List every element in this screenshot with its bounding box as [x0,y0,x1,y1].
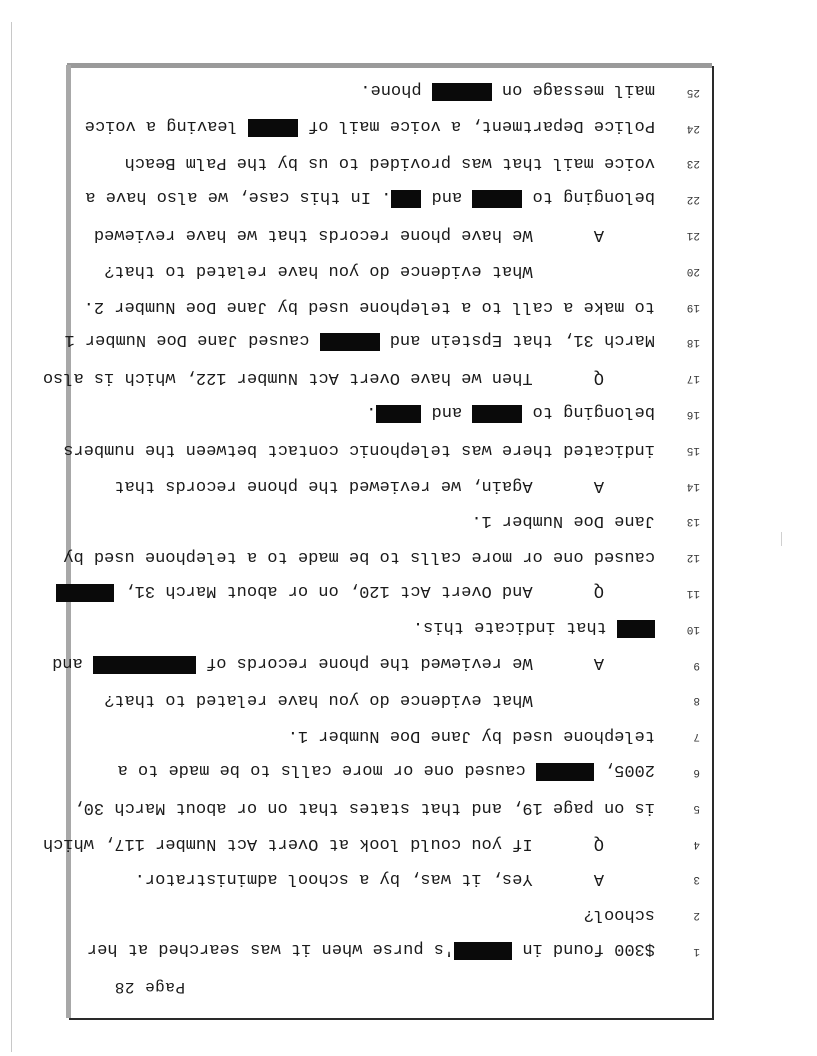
transcript-line [0,113,817,137]
line-number: 2 [693,909,700,922]
line-text [118,760,656,781]
text-segment: A We have phone records that we have reviewed [93,225,655,244]
transcript-line [0,721,817,745]
transcript-line [0,148,817,172]
line-text [85,116,655,137]
transcript-line [0,685,817,709]
text-segment: leaving a voice [84,115,248,135]
line-text [94,225,655,244]
line-text [43,368,655,387]
line-text [52,653,655,674]
text-segment: . In this case, we also have a [85,187,392,207]
text-segment: telephone used by Jane Doe Number 1. [287,726,655,746]
line-text [74,798,656,817]
text-segment: A Yes, it was, by a school administrator. [134,869,655,889]
line-number: 20 [686,264,700,277]
transcript-line [0,542,817,566]
text-segment: school? [583,905,655,925]
text-segment: March 31, that Epstein and [379,330,655,350]
text-segment: Q Then we have Overt Act Number 122, which is also [42,368,655,388]
line-number: 15 [686,443,700,456]
line-number: 14 [686,479,700,492]
redaction-box [472,190,522,208]
redaction-box [536,763,594,781]
line-number: 13 [686,515,700,528]
line-number: 18 [686,336,700,349]
line-number: 25 [686,85,700,98]
line-text [43,834,655,853]
transcript-line [0,936,817,960]
redaction-box [472,405,522,423]
transcript-line [0,471,817,495]
frame-shadow-bottom [67,63,712,68]
line-text [63,440,655,459]
redaction-box [391,190,421,208]
line-text [135,869,655,888]
line-text [104,261,655,280]
line-number: 16 [686,408,700,420]
line-text [288,726,655,745]
line-text [366,402,655,423]
text-segment: and [421,187,473,207]
line-text [584,905,655,924]
transcript-line [0,435,817,459]
redaction-box [320,333,380,351]
text-segment: What evidence do you have related to that? [104,260,655,280]
line-number: 3 [693,873,700,886]
transcript-line [0,757,817,781]
transcript-line [0,614,817,638]
text-segment: What evidence do you have related to that? [104,690,655,710]
redaction-box [93,656,196,674]
text-segment: that indicate this. [412,616,617,636]
redaction-box [454,942,512,960]
line-text [84,297,655,316]
text-segment: belonging to [522,402,655,421]
line-text [85,187,655,208]
text-segment: caused one or more calls to be made to a [117,760,536,779]
line-text [413,617,655,638]
transcript-line [0,650,817,674]
text-segment: Jane Doe Number 1. [471,511,655,531]
text-segment: voice mail that was provided to us by the Palm Beach [124,153,655,173]
transcript-line [0,363,817,387]
text-segment: caused Jane Doe Number 1 [64,330,320,350]
transcript-line [0,399,817,423]
redaction-box [248,119,298,137]
transcript-line [0,256,817,280]
redaction-box [376,405,421,423]
text-segment: caused one or more calls to be made to a telephone used by [63,547,655,567]
redaction-box [56,584,114,602]
line-text [471,511,655,530]
text-segment: to make a call to a telephone used by Jane Doe Number 2. [83,296,655,316]
text-segment: Q If you could look at Overt Act Number 117, which [42,833,655,853]
transcript-line [0,220,817,244]
transcript-line [0,864,817,888]
transcript-line [0,77,817,101]
line-number: 5 [693,801,700,814]
line-number: 10 [686,622,700,635]
text-segment: and [52,652,93,672]
text-segment: is on page 19, and that states that on or about March 30, [73,797,655,817]
line-number: 6 [693,766,700,778]
text-segment: and [421,402,473,421]
text-segment: Police Department, a voice mail of [297,115,655,135]
line-number: 21 [686,229,700,241]
text-segment: 's purse when it was searched at her [86,939,455,958]
line-number: 4 [693,837,700,850]
line-text [56,581,655,602]
line-number: 24 [686,121,700,134]
line-number: 22 [686,193,700,206]
line-text [114,476,655,495]
redaction-box [617,620,655,638]
line-text [63,547,655,566]
line-text [87,939,655,960]
transcript-line [0,506,817,530]
line-text [104,690,655,709]
line-number: 12 [686,551,700,564]
text-segment: belonging to [522,187,655,207]
transcript-line [0,793,817,817]
line-number: 9 [693,658,700,671]
text-segment: mail message on [491,79,655,99]
text-segment: A Again, we reviewed the phone records that [114,475,655,495]
text-segment: Q And Overt Act 120, on or about March 31, [114,581,655,600]
redaction-box [432,83,492,101]
line-number: 19 [686,300,700,313]
line-number: 1 [693,945,700,957]
line-text [65,330,656,351]
transcript-line [0,829,817,853]
text-segment: 2005, [593,760,655,779]
text-segment: indicated there was telephonic contact between the numbers [63,439,655,459]
text-segment: A We reviewed the phone records of [195,652,655,672]
line-number: 23 [686,157,700,170]
transcript-line [0,327,817,351]
transcript-line [0,578,817,602]
text-segment: $300 found in [512,939,655,958]
line-number: 17 [686,372,700,385]
line-text [360,80,655,101]
line-text [125,153,656,172]
line-number: 11 [686,587,700,599]
text-segment: . [366,402,377,421]
transcript-line [0,184,817,208]
line-number: 7 [693,730,700,743]
text-segment: phone. [360,79,432,99]
transcript-line [0,900,817,924]
transcript-line [0,292,817,316]
line-number: 8 [693,694,700,707]
page-number-label: Page 28 [114,978,185,996]
